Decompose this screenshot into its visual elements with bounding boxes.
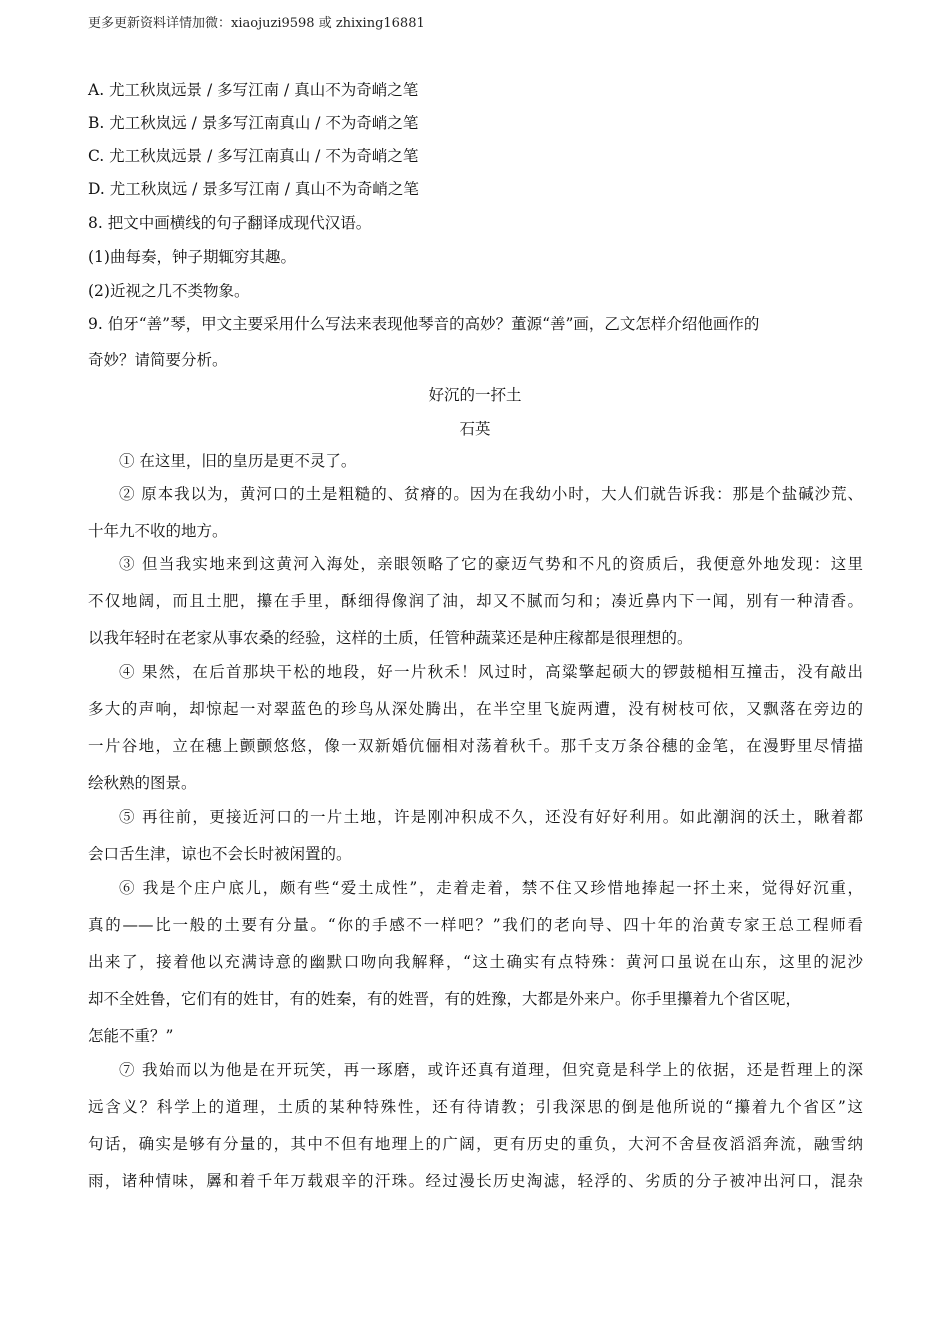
paragraph-line: 怎能不重？” — [88, 1027, 174, 1045]
paragraph-line: ⑥ 我是个庄户底儿，颇有些“爱土成性”，走着走着，禁不住又珍惜地捧起一抔土来，觉得好沉重， — [119, 879, 863, 897]
paragraph-line: 多大的声响，却惊起一对翠蓝色的珍鸟从深处腾出，在半空里飞旋两遭，没有树枝可依，又飘落在旁边的 — [88, 700, 863, 718]
paragraph-line: ① 在这里，旧的皇历是更不灵了。 — [119, 452, 357, 470]
paragraph-line: ④ 果然，在后首那块干松的地段，好一片秋禾！风过时，高粱擎起硕大的锣鼓槌相互撞击，没有敲出 — [119, 663, 863, 681]
question-9-line-2: 奇妙？请简要分析。 — [88, 351, 228, 369]
option-c: C. 尤工秋岚远景 / 多写江南真山 / 不为奇峭之笔 — [88, 147, 419, 165]
paragraph-line: 真的——比一般的土要有分量。“你的手感不一样吧？”我们的老向导、四十年的治黄专家王总工程师看 — [88, 916, 863, 934]
article-author: 石英 — [459, 420, 491, 438]
paragraph-line: 绘秋熟的图景。 — [88, 774, 197, 792]
article-title: 好沉的一抔土 — [428, 386, 522, 404]
paragraph-line: ③ 但当我实地来到这黄河入海处，亲眼领略了它的豪迈气势和不凡的资质后，我便意外地发现：这里 — [119, 555, 863, 573]
paragraph-line: 句话，确实是够有分量的，其中不但有地理上的广阔，更有历史的重负，大河不舍昼夜滔滔奔流，融雪纳 — [88, 1135, 863, 1153]
question-9-line-1: 9. 伯牙“善”琴，甲文主要采用什么写法来表现他琴音的高妙？董源“善”画，乙文怎样介绍他画作的 — [88, 315, 760, 333]
article-paragraph-4 — [88, 654, 863, 802]
option-a: A. 尤工秋岚远景 / 多写江南 / 真山不为奇峭之笔 — [88, 81, 419, 99]
article-paragraph-2 — [88, 476, 863, 550]
paragraph-line: 远含义？科学上的道理，土质的某种特殊性，还有待请教；引我深思的倒是他所说的“攥着九个省区”这 — [88, 1098, 863, 1116]
paragraph-line: ⑦ 我始而以为他是在开玩笑，再一琢磨，或许还真有道理，但究竟是科学上的依据，还是哲理上的深 — [119, 1061, 863, 1079]
paragraph-line: 出来了，接着他以充满诗意的幽默口吻向我解释，“这土确实有点特殊：黄河口虽说在山东，这里的泥沙 — [88, 953, 863, 971]
paragraph-line: 雨，诸种情味，羼和着千年万载艰辛的汗珠。经过漫长历史淘滤，轻浮的、劣质的分子被冲出河口，混杂 — [88, 1172, 863, 1190]
paragraph-line: 一片谷地，立在穗上颤颤悠悠，像一双新婚伉俪相对荡着秋千。那千支万条谷穗的金笔，在漫野里尽情描 — [88, 737, 863, 755]
paragraph-line: 会口舌生津，谅也不会长时被闲置的。 — [88, 845, 352, 863]
option-b: B. 尤工秋岚远 / 景多写江南真山 / 不为奇峭之笔 — [88, 114, 419, 132]
article-paragraph-6 — [88, 870, 863, 1055]
question-8: 8. 把文中画横线的句子翻译成现代汉语。 — [88, 214, 372, 232]
paragraph-line: 以我年轻时在老家从事农桑的经验，这样的土质，任管种蔬菜还是种庄稼都是很理想的。 — [88, 629, 693, 647]
article-paragraph-5 — [88, 799, 863, 873]
paragraph-line: 不仅地阔，而且土肥，攥在手里，酥细得像润了油，却又不腻而匀和；凑近鼻内下一闻，别有一种清香。 — [88, 592, 863, 610]
page-header: 更多更新资料详情加微：xiaojuzi9598 或 zhixing16881 — [88, 16, 425, 31]
paragraph-line: 却不全姓鲁，它们有的姓甘，有的姓秦，有的姓晋，有的姓豫，大都是外来户。你手里攥着九个省区呢， — [88, 990, 802, 1008]
paragraph-line: ⑤ 再往前，更接近河口的一片土地，许是刚冲积成不久，还没有好好利用。如此潮润的沃土，瞅着都 — [119, 808, 863, 826]
question-8-item-2: (2)近视之几不类物象。 — [88, 282, 250, 300]
article-paragraph-1 — [88, 443, 863, 480]
article-paragraph-7 — [88, 1052, 863, 1200]
paragraph-line: 十年九不收的地方。 — [88, 522, 228, 540]
option-d: D. 尤工秋岚远 / 景多写江南 / 真山不为奇峭之笔 — [88, 180, 419, 198]
article-paragraph-3 — [88, 546, 863, 657]
question-8-item-1: (1)曲每奏，钟子期辄穷其趣。 — [88, 248, 296, 266]
paragraph-line: ② 原本我以为，黄河口的土是粗糙的、贫瘠的。因为在我幼小时，大人们就告诉我：那是个盐碱沙荒、 — [119, 485, 863, 503]
